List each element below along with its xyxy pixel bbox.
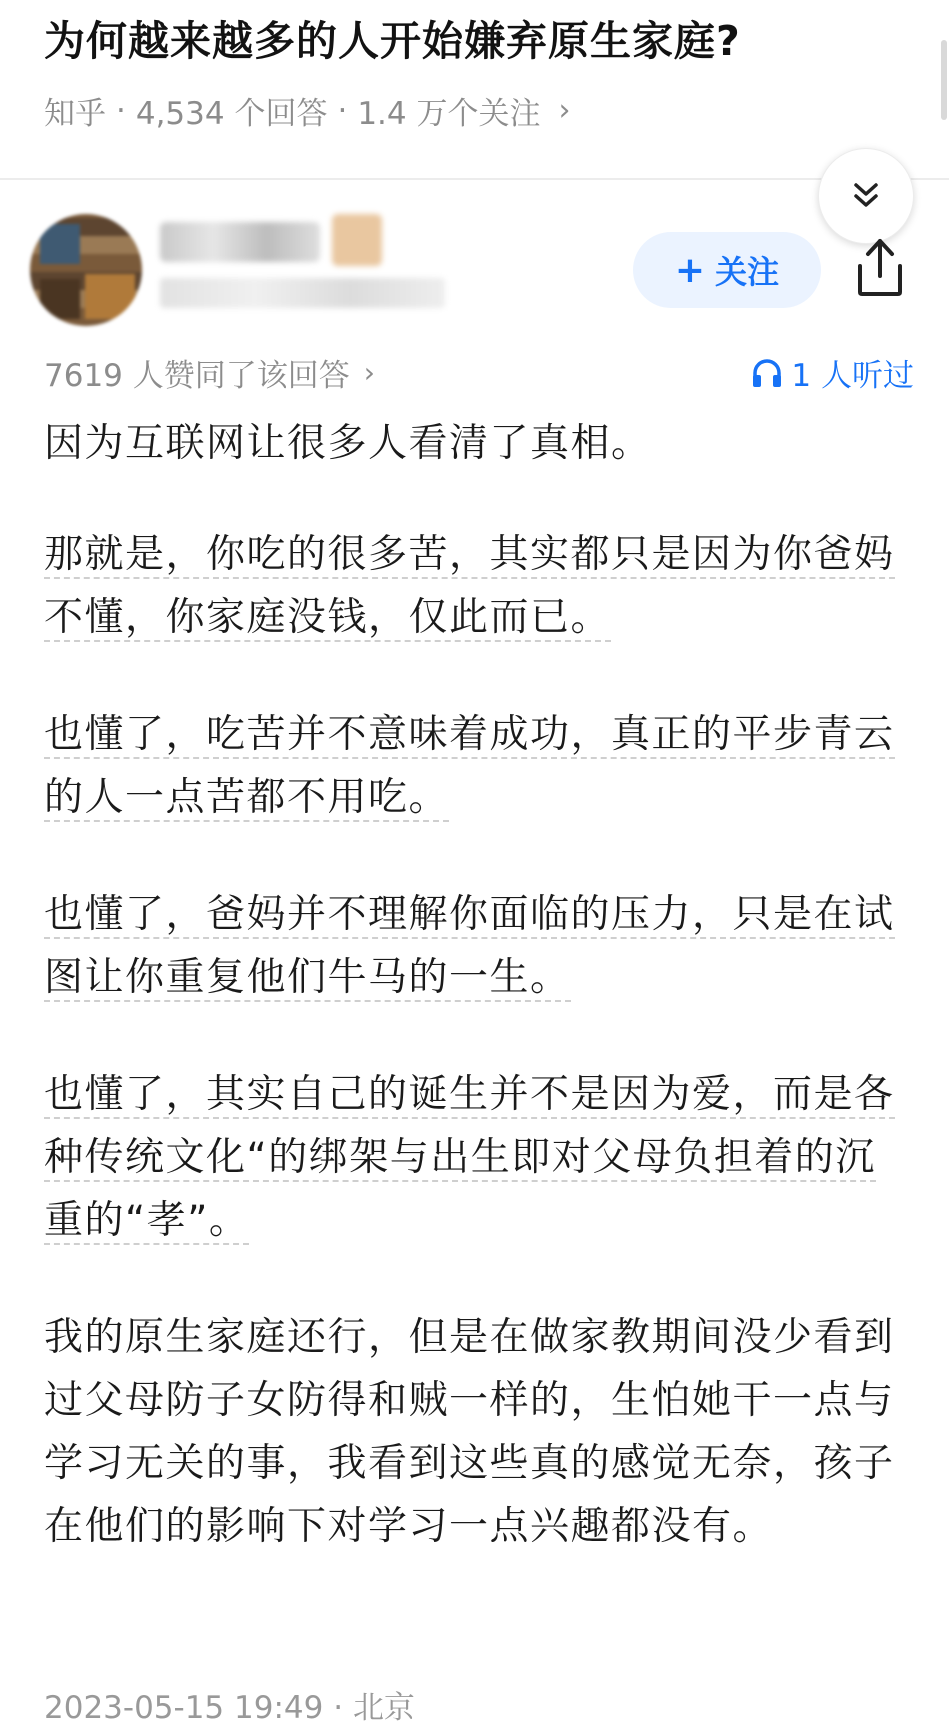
post-datetime: 2023-05-15 19:49: [44, 1690, 324, 1726]
paragraph-text: 我的原生家庭还行，但是在做家教期间没少看到过父母防子女防得和贼一样的，生怕她干一点与学习无关的事，我看到这些真的感觉无奈，孩子在他们的影响下对学习一点兴趣都没有。: [44, 1315, 895, 1549]
footer-separator: ·: [333, 1690, 344, 1726]
headphones-icon: [751, 358, 783, 388]
question-header[interactable]: [0, 0, 949, 180]
answer-paragraph: [44, 1063, 914, 1252]
scrollbar[interactable]: [941, 40, 947, 120]
paragraph-text: 因为互联网让很多人看清了真相。: [44, 421, 652, 466]
listen-label: 1 人听过: [791, 358, 914, 394]
answer-footer: [44, 1682, 415, 1727]
answer-paragraph: [44, 523, 914, 649]
chevron-right-icon: ›: [558, 93, 571, 128]
answer-paragraph: [44, 412, 914, 475]
paragraph-text: 那就是，你吃的很多苦，其实都只是因为你爸妈不懂，你家庭没钱，仅此而已。: [44, 532, 895, 640]
answer-stats: [44, 350, 914, 394]
like-count: 7619 人赞同了该回答: [44, 358, 350, 394]
paragraph-text: 也懂了，爸妈并不理解你面临的压力，只是在试图让你重复他们牛马的一生。: [44, 892, 895, 1000]
question-title[interactable]: 为何越来越多的人开始嫌弃原生家庭?: [44, 17, 741, 65]
question-meta[interactable]: [44, 88, 570, 133]
answer-paragraph: [44, 883, 914, 1009]
follow-label: 关注: [715, 253, 780, 291]
author-name-blurred[interactable]: [160, 222, 320, 262]
chevron-right-icon: ›: [363, 356, 375, 389]
author-badge-blurred: [332, 214, 382, 266]
paragraph-text: 也懂了，吃苦并不意味着成功，真正的平步青云的人一点苦都不用吃。: [44, 712, 895, 820]
like-count-link[interactable]: [44, 350, 375, 395]
post-location: 北京: [352, 1690, 415, 1726]
follower-count: 1.4 万个关注: [357, 96, 541, 132]
plus-icon: +: [674, 249, 706, 291]
answer-paragraph: [44, 1306, 914, 1558]
avatar[interactable]: [30, 214, 142, 326]
answer-count: 4,534 个回答: [135, 96, 328, 132]
paragraph-text: 也懂了，其实自己的诞生并不是因为爱，而是各种传统文化“的绑架与出生即对父母负担着的沉重的“孝”。: [44, 1072, 895, 1243]
follow-button[interactable]: [633, 232, 821, 308]
author-row: [0, 200, 949, 330]
answer-paragraph: [44, 703, 914, 829]
meta-separator: ·: [337, 92, 348, 129]
author-desc-blurred: [160, 278, 445, 308]
share-icon[interactable]: [852, 236, 908, 298]
source-label: 知乎: [44, 96, 106, 132]
listen-count[interactable]: [751, 350, 914, 395]
meta-separator: ·: [116, 92, 126, 129]
answer-content: [44, 412, 914, 1612]
